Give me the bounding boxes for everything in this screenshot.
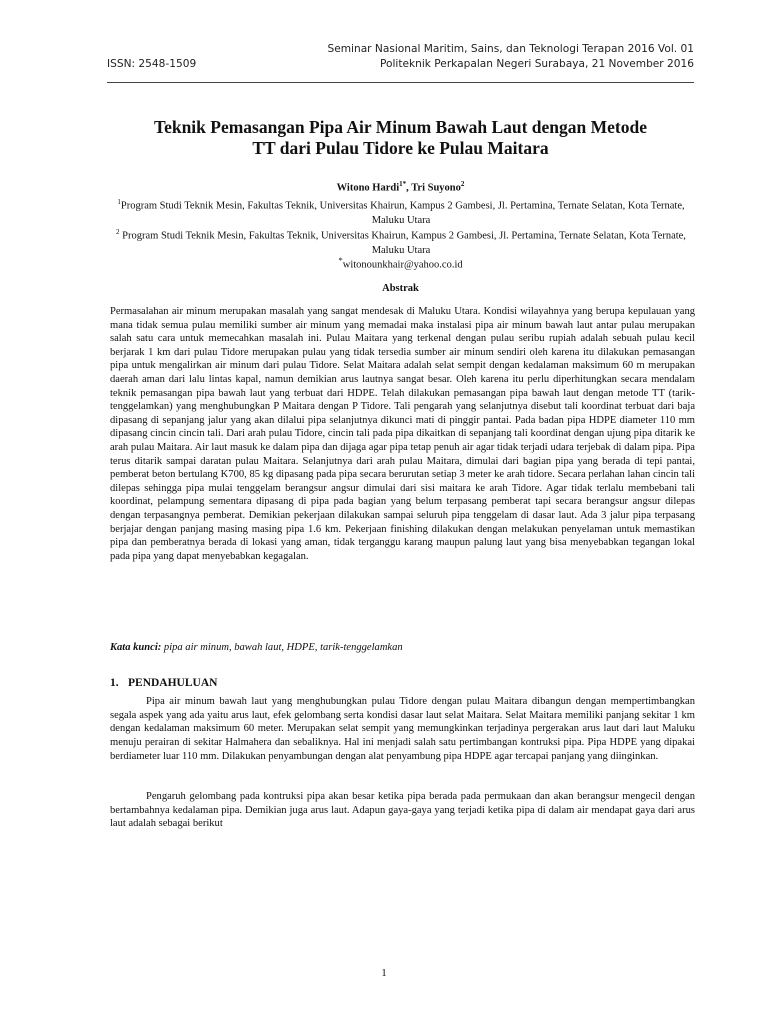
section-title: PENDAHULUAN bbox=[128, 677, 218, 689]
abstract-heading: Abstrak bbox=[382, 283, 419, 294]
email-address: witonounkhair@yahoo.co.id bbox=[342, 259, 463, 271]
corresponding-email bbox=[107, 253, 694, 273]
abstract-text: Permasalahan air minum merupakan masalah yang sangat mendesak di Maluku Utara. Kondisi wilayahnya yang berupa kepulauan yang mana tidak semua pulau memiliki sumber air minum yang memadai maka instalasi pipa air minum bawah laut antar pulau merupakan salah satu cara untuk memecahkan masalah ini. Pulau Maitara yang terkenal dengan pulau seribu rupiah adalah sebuah pulau kecil berjarak 1 km dari pulau Tidore merupakan pulau yang tidak tersedia sumber air minum sendiri oleh karena itu dilakukan pemasangan pipa untuk mengalirkan air minum dari pulau Tidore. Selat Maitara adalah selat sempit dengan kedalaman maksimum 60 m merupakan daerah aman dari lalu lintas kapal, namun demikian arus lautnya sangat besar. Oleh karena itu perlu diperhitungkan secara mendalam teknik pemasangan pipa bawah laut yang terbuat dari HDPE. Telah dilakukan pemasangan pipa bawah laut dengan metode TT (tarik-tenggelamkan) yang menghubungkan P Maitara dengan P Tidore. Tali pengarah yang selanjutnya disebut tali koordinat terbuat dari baja dipasang di sepanjang jalur yang akan dilalui pipa selanjutnya dikunci mati di pinggir pantai. Pada badan pipa HDPE diameter 110 mm dipasang cincin cincin tali. Dari arah pulau Tidore, cincin tali pada pipa dikaitkan di sepanjang tali koordinat dengan ujung pipa ditarik ke arah pulau Maitara. Air laut masuk ke dalam pipa dan dijaga agar pipa tetap penuh air agar tidak terjadi udara terjebak di dalam pipa. Pipa terus ditarik sampai daratan pulau Maitara. Selanjutnya dari arah pulau Maitara, dimulai dari bagian pipa yang berada di tepi pantai, pemberat beton bertulang K700, 85 kg dipasang pada pipa secara berurutan setiap 3 meter ke arah tidore. Secara perlahan lahan cincin tali dilepas sehingga pipa mulai tenggelam berangsur angsur dimulai dari sisi maitara ke arah Tidore. Agar tidak terlalu membebani tali koordinat, pelampung sementara dipasang di pipa pada bagian yang belum terpasang pemberat tapi secara berangsur angsur dilepas dengan terpasangnya pemberat. Demikian pekerjaan dilakukan sampai seluruh pipa tenggelam di dasar laut. Ada 3 jalur pipa terpasang berjajar dengan panjang masing masing pipa 1.6 km. Pekerjaan finishing dilakukan dengan melakukan penyelaman untuk memastikan pipa dan pemberatnya berada di lokasi yang aman, tidak terganggu karang maupun palung laut yang bisa menyebabkan tegangan lokal pada pipa yang dapat menyebabkan kegagalan. bbox=[110, 306, 695, 562]
author-list bbox=[107, 177, 694, 196]
issn: ISSN: 2548-1509 bbox=[107, 58, 197, 70]
title-line-2: TT dari Pulau Tidore ke Pulau Maitara bbox=[252, 138, 549, 158]
author-affil-mark: 1* bbox=[399, 180, 407, 188]
affil-mark: 2 bbox=[116, 228, 120, 236]
keywords-value: pipa air minum, bawah laut, HDPE, tarik-tenggelamkan bbox=[161, 642, 403, 653]
affil-mark: 1 bbox=[117, 198, 121, 206]
section-number: 1. bbox=[110, 677, 119, 689]
author-name: Witono Hardi bbox=[336, 182, 400, 194]
affil-text: Program Studi Teknik Mesin, Fakultas Teknik, Universitas Khairun, Kampus 2 Gambesi, Jl. Pertamina, Ternate Selatan, Kota Ternate, Maluku Utara bbox=[119, 230, 686, 256]
header-divider bbox=[107, 82, 694, 83]
title-line-1: Teknik Pemasangan Pipa Air Minum Bawah Laut dengan Metode bbox=[154, 117, 647, 137]
body-paragraph: Pipa air minum bawah laut yang menghubungkan pulau Tidore dengan pulau Maitara dibangun dengan mempertimbangkan segala aspek yang ada yaitu arus laut, efek gelombang serta kondisi dasar laut selat Maitara. Selat Maitara memiliki panjang sekitar 1 km dengan kedalaman maksimum 60 meter. Merupakan selat sempit yang memungkinkan terjadinya pergerakan arus laut dari laut Maluku menuju perairan di sekitar Halmahera dan sebaliknya. Hal ini menjadi salah satu pertimbangan kontruksi pipa. Pipa HDPE yang dipakai berdiameter luar 110 mm. Dilakukan penyambungan dengan alat penyambung pipa HDPE agar tercapai panjang yang diinginkan. bbox=[110, 696, 695, 762]
keywords bbox=[110, 641, 695, 655]
conference-name: Seminar Nasional Maritim, Sains, dan Teknologi Terapan 2016 Vol. 01 bbox=[327, 43, 694, 55]
venue-date: Politeknik Perkapalan Negeri Surabaya, 21 November 2016 bbox=[379, 58, 694, 70]
keywords-label: Kata kunci: bbox=[110, 642, 162, 653]
author-separator: , bbox=[406, 182, 412, 194]
section-heading bbox=[110, 676, 217, 691]
author-name: Tri Suyono bbox=[411, 182, 461, 194]
running-header bbox=[107, 42, 694, 72]
page-number: 1 bbox=[381, 967, 387, 979]
header-row bbox=[107, 57, 694, 72]
affiliation-1 bbox=[112, 195, 690, 229]
author-affil-mark: 2 bbox=[460, 180, 465, 188]
affil-text: Program Studi Teknik Mesin, Fakultas Teknik, Universitas Khairun, Kampus 2 Gambesi, Jl. Pertamina, Ternate Selatan, Kota Ternate, Maluku Utara bbox=[120, 200, 685, 226]
paper-title bbox=[107, 117, 694, 159]
email-mark: * bbox=[338, 255, 343, 265]
body-paragraph: Pengaruh gelombang pada kontruksi pipa akan besar ketika pipa berada pada permukaan dan akan berangsur mengecil dengan bertambahnya kedalaman pipa. Demikian juga arus laut. Adapun gaya-gaya yang terjadi ketika pipa di dalam air mendapat gaya dari arus laut adalah sebagai berikut bbox=[110, 791, 695, 830]
